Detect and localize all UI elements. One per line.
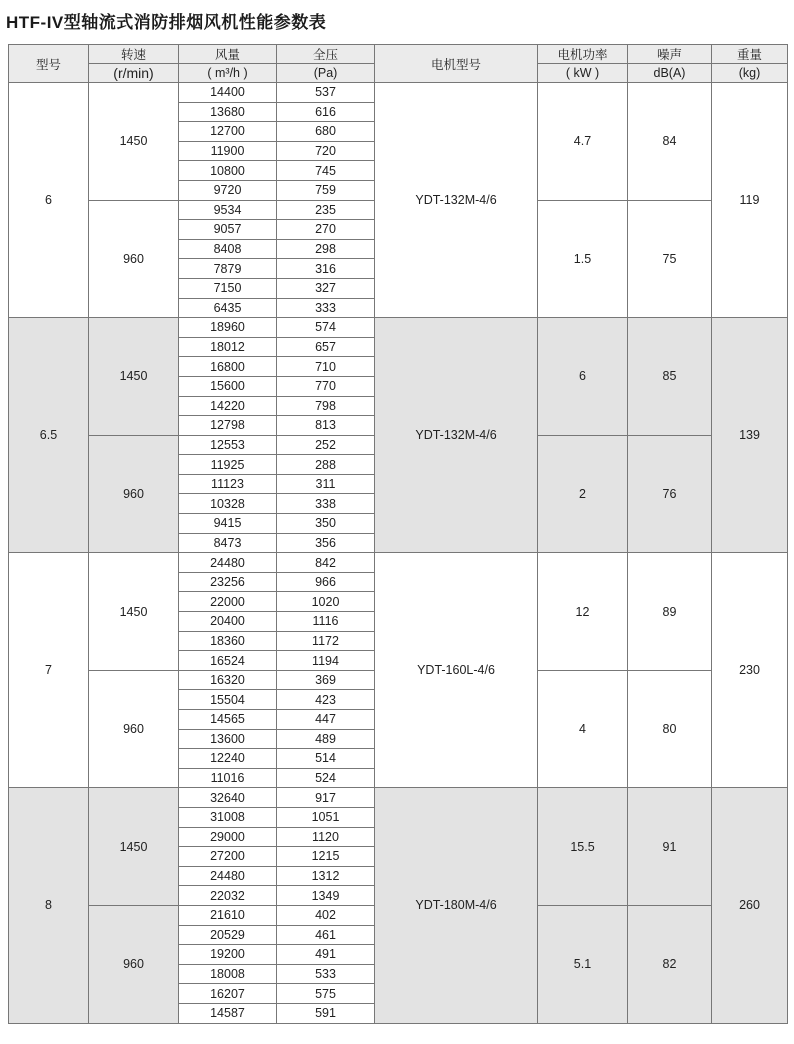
pressure-cell: 491 [277, 945, 375, 965]
model-cell: 6.5 [9, 318, 89, 553]
motor-model-cell: YDT-180M-4/6 [375, 788, 538, 1023]
table-header [9, 45, 788, 83]
page-title: HTF-IV型轴流式消防排烟风机性能参数表 [6, 13, 327, 32]
flow-cell: 24480 [179, 866, 277, 886]
flow-cell: 11925 [179, 455, 277, 475]
pressure-cell: 745 [277, 161, 375, 181]
header-motor-model: 电机型号 [375, 45, 538, 83]
table-row [9, 318, 788, 338]
pressure-cell: 813 [277, 416, 375, 436]
header-model: 型号 [9, 45, 89, 83]
noise-cell: 80 [628, 670, 712, 788]
pressure-cell: 575 [277, 984, 375, 1004]
flow-cell: 15600 [179, 376, 277, 396]
header-flow-unit: ( m³/h ) [179, 64, 277, 83]
header-noise: 噪声 [628, 45, 712, 64]
pressure-cell: 447 [277, 710, 375, 730]
flow-cell: 31008 [179, 807, 277, 827]
pressure-cell: 333 [277, 298, 375, 318]
pressure-cell: 524 [277, 768, 375, 788]
table-row [9, 553, 788, 573]
pressure-cell: 356 [277, 533, 375, 553]
pressure-cell: 461 [277, 925, 375, 945]
model-cell: 7 [9, 553, 89, 788]
noise-cell: 89 [628, 553, 712, 671]
flow-cell: 7879 [179, 259, 277, 279]
speed-cell: 1450 [89, 788, 179, 906]
pressure-cell: 252 [277, 435, 375, 455]
flow-cell: 9534 [179, 200, 277, 220]
weight-cell: 119 [712, 83, 788, 318]
pressure-cell: 327 [277, 278, 375, 298]
flow-cell: 13600 [179, 729, 277, 749]
header-pressure-unit: (Pa) [277, 64, 375, 83]
flow-cell: 11123 [179, 474, 277, 494]
power-cell: 1.5 [538, 200, 628, 318]
pressure-cell: 616 [277, 102, 375, 122]
pressure-cell: 338 [277, 494, 375, 514]
pressure-cell: 533 [277, 964, 375, 984]
flow-cell: 19200 [179, 945, 277, 965]
pressure-cell: 1194 [277, 651, 375, 671]
motor-model-cell: YDT-160L-4/6 [375, 553, 538, 788]
flow-cell: 20400 [179, 612, 277, 632]
header-weight: 重量 [712, 45, 788, 64]
flow-cell: 32640 [179, 788, 277, 808]
power-cell: 6 [538, 318, 628, 436]
flow-cell: 10328 [179, 494, 277, 514]
speed-cell: 1450 [89, 83, 179, 201]
pressure-cell: 1312 [277, 866, 375, 886]
flow-cell: 14400 [179, 83, 277, 103]
flow-cell: 12240 [179, 749, 277, 769]
header-speed: 转速 [89, 45, 179, 64]
header-power-unit: ( kW ) [538, 64, 628, 83]
motor-model-cell: YDT-132M-4/6 [375, 318, 538, 553]
flow-cell: 8473 [179, 533, 277, 553]
flow-cell: 15504 [179, 690, 277, 710]
flow-cell: 22032 [179, 886, 277, 906]
flow-cell: 14220 [179, 396, 277, 416]
pressure-cell: 770 [277, 376, 375, 396]
model-cell: 6 [9, 83, 89, 318]
flow-cell: 16800 [179, 357, 277, 377]
flow-cell: 20529 [179, 925, 277, 945]
noise-cell: 84 [628, 83, 712, 201]
pressure-cell: 288 [277, 455, 375, 475]
pressure-cell: 657 [277, 337, 375, 357]
pressure-cell: 842 [277, 553, 375, 573]
table-row [9, 83, 788, 103]
power-cell: 2 [538, 435, 628, 553]
weight-cell: 260 [712, 788, 788, 1023]
noise-cell: 82 [628, 905, 712, 1023]
pressure-cell: 591 [277, 1003, 375, 1023]
weight-cell: 139 [712, 318, 788, 553]
pressure-cell: 350 [277, 514, 375, 534]
flow-cell: 12700 [179, 122, 277, 142]
flow-cell: 10800 [179, 161, 277, 181]
flow-cell: 23256 [179, 572, 277, 592]
flow-cell: 9720 [179, 180, 277, 200]
pressure-cell: 966 [277, 572, 375, 592]
pressure-cell: 1172 [277, 631, 375, 651]
flow-cell: 12553 [179, 435, 277, 455]
power-cell: 12 [538, 553, 628, 671]
noise-cell: 85 [628, 318, 712, 436]
header-weight-unit: (kg) [712, 64, 788, 83]
speed-cell: 960 [89, 670, 179, 788]
power-cell: 4.7 [538, 83, 628, 201]
flow-cell: 21610 [179, 905, 277, 925]
pressure-cell: 1349 [277, 886, 375, 906]
flow-cell: 24480 [179, 553, 277, 573]
pressure-cell: 680 [277, 122, 375, 142]
pressure-cell: 720 [277, 141, 375, 161]
speed-cell: 960 [89, 435, 179, 553]
pressure-cell: 298 [277, 239, 375, 259]
table-row [9, 788, 788, 808]
pressure-cell: 316 [277, 259, 375, 279]
pressure-cell: 1020 [277, 592, 375, 612]
noise-cell: 75 [628, 200, 712, 318]
speed-cell: 1450 [89, 318, 179, 436]
header-pressure: 全压 [277, 45, 375, 64]
flow-cell: 22000 [179, 592, 277, 612]
power-cell: 4 [538, 670, 628, 788]
power-cell: 5.1 [538, 905, 628, 1023]
pressure-cell: 311 [277, 474, 375, 494]
pressure-cell: 235 [277, 200, 375, 220]
weight-cell: 230 [712, 553, 788, 788]
pressure-cell: 270 [277, 220, 375, 240]
pressure-cell: 798 [277, 396, 375, 416]
flow-cell: 9415 [179, 514, 277, 534]
noise-cell: 91 [628, 788, 712, 906]
flow-cell: 14587 [179, 1003, 277, 1023]
pressure-cell: 402 [277, 905, 375, 925]
flow-cell: 27200 [179, 847, 277, 867]
pressure-cell: 489 [277, 729, 375, 749]
flow-cell: 18008 [179, 964, 277, 984]
flow-cell: 11900 [179, 141, 277, 161]
pressure-cell: 1116 [277, 612, 375, 632]
power-cell: 15.5 [538, 788, 628, 906]
flow-cell: 7150 [179, 278, 277, 298]
speed-cell: 1450 [89, 553, 179, 671]
pressure-cell: 574 [277, 318, 375, 338]
motor-model-cell: YDT-132M-4/6 [375, 83, 538, 318]
pressure-cell: 537 [277, 83, 375, 103]
pressure-cell: 369 [277, 670, 375, 690]
flow-cell: 18360 [179, 631, 277, 651]
pressure-cell: 1215 [277, 847, 375, 867]
flow-cell: 16320 [179, 670, 277, 690]
pressure-cell: 1120 [277, 827, 375, 847]
pressure-cell: 514 [277, 749, 375, 769]
flow-cell: 29000 [179, 827, 277, 847]
performance-table [8, 44, 788, 1024]
pressure-cell: 1051 [277, 807, 375, 827]
header-speed-unit: (r/min) [89, 64, 179, 83]
pressure-cell: 423 [277, 690, 375, 710]
flow-cell: 18012 [179, 337, 277, 357]
pressure-cell: 759 [277, 180, 375, 200]
flow-cell: 6435 [179, 298, 277, 318]
pressure-cell: 710 [277, 357, 375, 377]
flow-cell: 13680 [179, 102, 277, 122]
model-cell: 8 [9, 788, 89, 1023]
flow-cell: 12798 [179, 416, 277, 436]
flow-cell: 18960 [179, 318, 277, 338]
speed-cell: 960 [89, 200, 179, 318]
pressure-cell: 917 [277, 788, 375, 808]
header-flow: 风量 [179, 45, 277, 64]
flow-cell: 14565 [179, 710, 277, 730]
speed-cell: 960 [89, 905, 179, 1023]
table-body [9, 83, 788, 1024]
flow-cell: 16524 [179, 651, 277, 671]
flow-cell: 16207 [179, 984, 277, 1004]
flow-cell: 8408 [179, 239, 277, 259]
noise-cell: 76 [628, 435, 712, 553]
flow-cell: 11016 [179, 768, 277, 788]
header-noise-unit: dB(A) [628, 64, 712, 83]
flow-cell: 9057 [179, 220, 277, 240]
header-power: 电机功率 [538, 45, 628, 64]
